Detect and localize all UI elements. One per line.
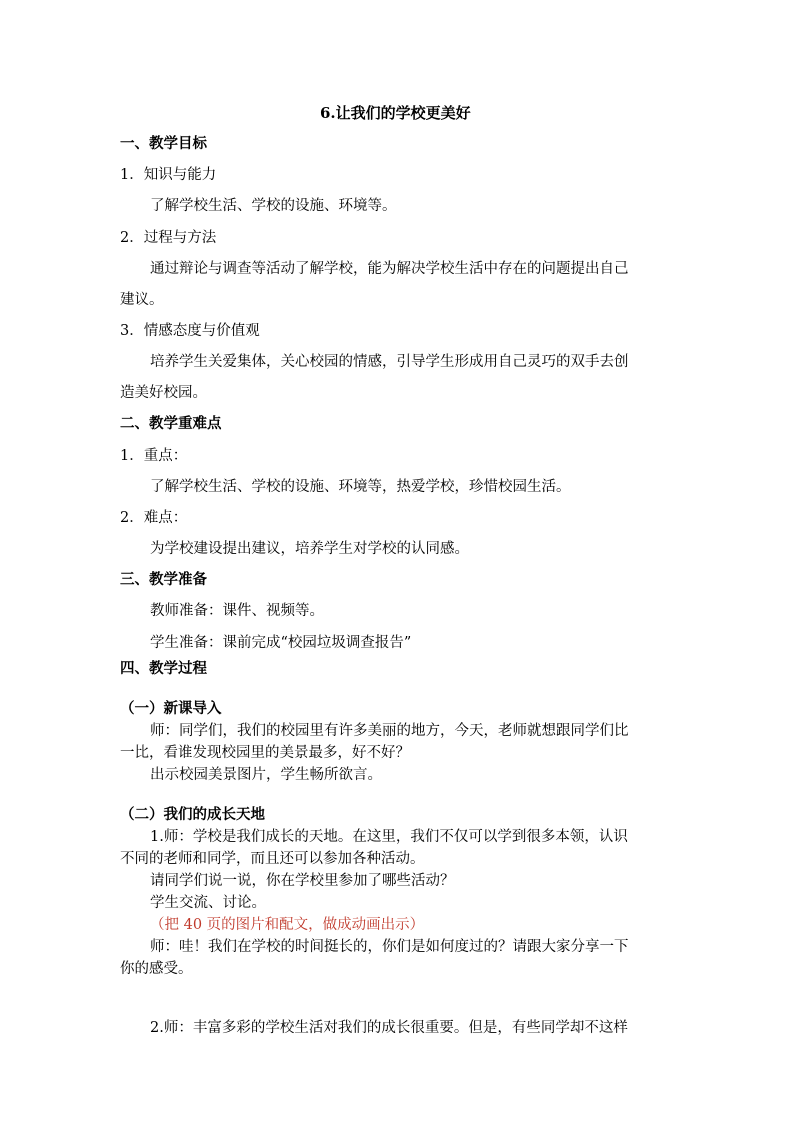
part2-heading: （二）我们的成长天地 — [120, 806, 265, 823]
part2-p1-line2: 不同的老师和同学，而且还可以参加各种活动。 — [120, 851, 425, 867]
part1-p2: 出示校园美景图片，学生畅所欲言。 — [150, 767, 382, 783]
key-point-2-label: 2．难点： — [120, 510, 188, 526]
document-title: 6.让我们的学校更美好 — [320, 104, 471, 122]
part1-p1-line1: 师：同学们，我们的校园里有许多美丽的地方，今天，老师就想跟同学们比 — [150, 723, 629, 739]
part2-p2: 请同学们说一说，你在学校里参加了哪些活动？ — [150, 873, 455, 889]
section-heading-goals: 一、教学目标 — [120, 135, 207, 152]
goal-2-text-line1: 通过辩论与调查等活动了解学校，能为解决学校生活中存在的问题提出自己 — [150, 261, 629, 277]
section-heading-prep: 三、教学准备 — [120, 571, 207, 588]
goal-2-text-line2: 建议。 — [120, 292, 164, 308]
key-point-2-text: 为学校建设提出建议，培养学生对学校的认同感。 — [150, 541, 469, 557]
part2-p5: 2.师：丰富多彩的学校生活对我们的成长很重要。但是，有些同学却不这样 — [150, 1020, 628, 1036]
part2-p4-line2: 你的感受。 — [120, 961, 193, 977]
prep-teacher: 教师准备：课件、视频等。 — [150, 603, 324, 619]
key-point-1-label: 1．重点： — [120, 448, 188, 464]
prep-student: 学生准备：课前完成“校园垃圾调查报告” — [150, 635, 412, 651]
goal-3-label: 3．情感态度与价值观 — [120, 323, 260, 339]
goal-1-text: 了解学校生活、学校的设施、环境等。 — [150, 198, 397, 214]
part1-heading: （一）新课导入 — [120, 700, 222, 717]
goal-1-label: 1．知识与能力 — [120, 167, 217, 183]
section-heading-key-points: 二、教学重难点 — [120, 415, 222, 432]
part2-animation-note: （把 40 页的图片和配文，做成动画出示） — [150, 917, 425, 933]
goal-3-text-line2: 造美好校园。 — [120, 385, 207, 401]
part2-p4-line1: 师：哇！我们在学校的时间挺长的，你们是如何度过的？请跟大家分享一下 — [150, 939, 629, 955]
goal-2-label: 2．过程与方法 — [120, 230, 217, 246]
part2-p1-line1: 1.师：学校是我们成长的天地。在这里，我们不仅可以学到很多本领，认识 — [150, 829, 628, 845]
goal-3-text-line1: 培养学生关爱集体，关心校园的情感，引导学生形成用自己灵巧的双手去创 — [150, 354, 629, 370]
section-heading-process: 四、教学过程 — [120, 660, 207, 677]
part1-p1-line2: 一比，看谁发现校园里的美景最多，好不好？ — [120, 745, 410, 761]
key-point-1-text: 了解学校生活、学校的设施、环境等，热爱学校，珍惜校园生活。 — [150, 479, 571, 495]
part2-p3: 学生交流、讨论。 — [150, 895, 266, 911]
